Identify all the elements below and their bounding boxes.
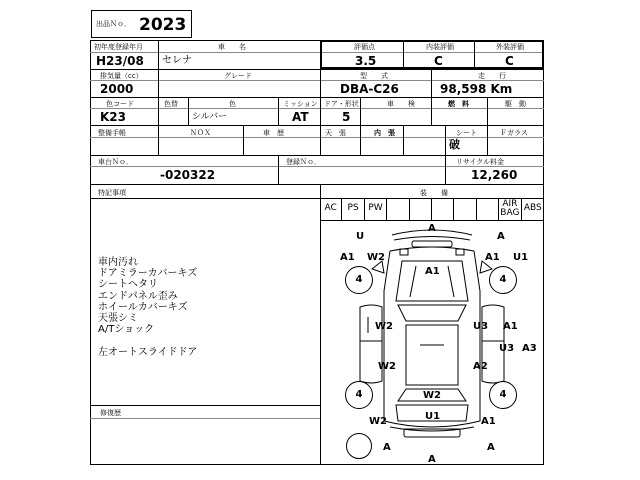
interior-label: 内装評価 (426, 43, 454, 51)
glass-label: Ｆガラス (500, 129, 528, 137)
chassis-label: 車台Ｎｏ． (98, 158, 133, 166)
note-line: 車内汚れ (98, 257, 138, 268)
divider (278, 97, 279, 125)
damage-left-rear-w2: W2 (378, 361, 396, 372)
damage-right-bottom-a1: A1 (481, 416, 496, 427)
interior-value: C (434, 54, 443, 68)
tire-front-right: 4 (489, 266, 517, 294)
divider (188, 97, 189, 125)
equipment-cell (432, 199, 454, 220)
damage-bottom-a: A (428, 454, 436, 465)
damage-left-door-w2: W2 (375, 321, 393, 332)
history-label: 車 歴 (263, 129, 284, 137)
divider (403, 125, 404, 155)
fuel-label: 燃 料 (448, 100, 469, 108)
door-value: 5 (342, 110, 351, 124)
score-label: 評価点 (354, 43, 375, 51)
mission-value: AT (292, 110, 309, 124)
damage-right-rear-u3: U3 (499, 343, 515, 354)
seat-value: 破 (449, 138, 460, 151)
note-line (98, 335, 197, 346)
color-code-label: 色コード (106, 100, 134, 108)
seat-label: シート (456, 129, 477, 137)
damage-left-front-w2: W2 (367, 252, 385, 263)
damage-front-left-u: U (356, 231, 365, 242)
recycle-value: 12,260 (471, 168, 518, 182)
exterior-value: C (505, 54, 514, 68)
model-value: DBA-C26 (340, 82, 399, 96)
score-value: 3.5 (355, 54, 377, 68)
note-line: シートヘタリ (98, 279, 158, 291)
equipment-label: 装 備 (420, 189, 448, 197)
divider (278, 155, 279, 184)
equipment-cell: AIR BAG (499, 199, 521, 220)
divider (158, 97, 159, 125)
divider (360, 125, 361, 155)
manual-label: 整備手帳 (98, 129, 126, 137)
divider (445, 155, 446, 184)
divider (243, 125, 244, 155)
divider (90, 418, 320, 419)
damage-rear-w2: W2 (423, 390, 441, 401)
notes-label: 特記事項 (98, 189, 126, 197)
damage-left-bottom-w2: W2 (369, 416, 387, 427)
exterior-label: 外装評価 (496, 43, 524, 51)
equipment-cell (477, 199, 499, 220)
divider (431, 69, 432, 97)
equipment-cell (387, 199, 409, 220)
damage-right-door-a1: A1 (503, 321, 518, 332)
divider (320, 69, 321, 97)
name-label: 車 名 (218, 43, 246, 51)
divider (158, 40, 159, 69)
damage-top-a: A (428, 223, 436, 234)
model-label: 型 式 (360, 72, 388, 80)
equipment-cell: AC (320, 199, 342, 220)
grade-label: グレード (224, 72, 252, 80)
divider (320, 125, 321, 155)
divider (158, 125, 159, 155)
notes-list (98, 257, 197, 358)
color-value: シルバー (192, 112, 228, 122)
mission-label: ミッション (283, 100, 318, 108)
note-line: 天張シミ (98, 312, 138, 324)
divider (90, 184, 544, 185)
note-line: ホイールカバーキズ (98, 301, 188, 313)
note-line: A/Tショック (98, 324, 155, 336)
mileage-label: 走 行 (478, 72, 506, 80)
lot-number-box (91, 10, 192, 38)
recycle-label: リサイクル料金 (456, 158, 505, 166)
reg-label: 初年度登録年月 (94, 43, 143, 51)
divider (487, 97, 488, 125)
damage-right-quarter-a2: A2 (473, 361, 488, 372)
divider (487, 125, 488, 155)
displacement-value: 2000 (100, 82, 134, 96)
note-line: 左オートスライドドア (98, 346, 198, 358)
name-value: セレナ (162, 55, 192, 66)
interior-roof-label: 内 張 (374, 129, 395, 137)
color-no-label: 色替 (164, 100, 178, 108)
reg-value: H23/08 (96, 54, 144, 68)
divider (360, 97, 361, 125)
nox-label: ＮＯＸ (190, 129, 211, 137)
tire-front-left: 4 (345, 266, 373, 294)
damage-right-front-a1: A1 (485, 252, 500, 263)
equipment-row (320, 199, 544, 220)
tire-rear-right: 4 (489, 381, 517, 409)
divider (445, 125, 446, 155)
divider (90, 155, 544, 156)
divider (90, 166, 544, 167)
damage-left-front-a1: A1 (340, 252, 355, 263)
damage-right-door-u3: U3 (473, 321, 489, 332)
equipment-cell: PW (365, 199, 387, 220)
divider (90, 405, 320, 406)
door-label: ドア・形状 (324, 100, 359, 108)
repair-label: 修復歴 (100, 409, 121, 417)
chassis-value: -020322 (160, 168, 216, 182)
damage-hood-a1: A1 (425, 266, 440, 277)
damage-right-front-u1: U1 (513, 252, 529, 263)
note-line: ドアミラーカバーキズ (98, 268, 198, 280)
note-line: エンドパネル歪み (98, 290, 178, 302)
lot-number-label: 出品Ｎｏ． (96, 20, 131, 28)
divider (320, 97, 321, 125)
displacement-label: 排気量（cc） (100, 72, 143, 80)
damage-right-bottom-a: A (487, 442, 495, 453)
equipment-cell (410, 199, 432, 220)
plate-label: 登録Ｎｏ． (286, 158, 321, 166)
lot-number-value: 2023 (139, 15, 187, 35)
divider (158, 69, 159, 97)
damage-front-right-a: A (497, 231, 505, 242)
color-label: 色 (229, 100, 236, 108)
divider (431, 97, 432, 125)
inspection-label: 車 検 (387, 100, 415, 108)
tire-rear-left: 4 (345, 381, 373, 409)
damage-right-rear-a3: A3 (522, 343, 537, 354)
color-code-value: K23 (100, 110, 126, 124)
drive-label: 駆 動 (505, 100, 526, 108)
roof-label: 天 張 (325, 129, 346, 137)
spare-tire (346, 433, 372, 459)
equipment-cell: PS (342, 199, 364, 220)
equipment-cell (454, 199, 476, 220)
damage-left-bottom-a: A (383, 442, 391, 453)
damage-rear-u1: U1 (425, 411, 441, 422)
mileage-value: 98,598 Km (440, 82, 513, 96)
equipment-cell: ABS (523, 203, 542, 213)
